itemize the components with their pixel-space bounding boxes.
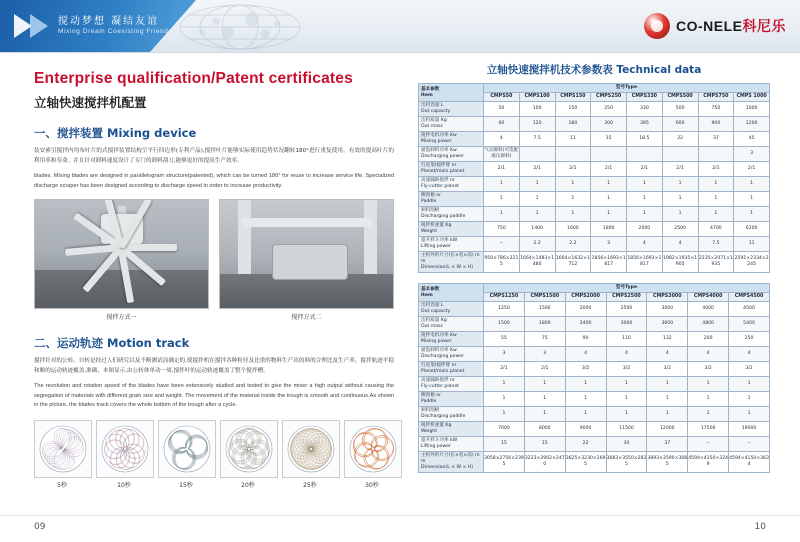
table-row-label: 卸料刮板 Discharging paddle	[419, 407, 484, 422]
table-cell: 19000	[729, 422, 770, 437]
table-row-label: 高速辅助搅拌 nr Fly-cutter planet	[419, 177, 484, 192]
table-cell: 2235×2071×1935	[698, 252, 734, 273]
photo-caption-1: 搅拌方式一	[106, 314, 137, 321]
table-row	[419, 317, 770, 332]
brand-slogan-cn: 搅动梦想 凝结友谊	[58, 16, 160, 27]
table-row	[419, 407, 770, 422]
table-cell: 1800	[591, 222, 627, 237]
table-cell: 2/1	[627, 162, 663, 177]
logo-text-cn: 科尼乐	[742, 19, 786, 35]
table-cell: 1	[729, 377, 770, 392]
table-cell: 1	[734, 192, 770, 207]
table-cell: 3	[591, 237, 627, 252]
table-row	[419, 392, 770, 407]
table-cell: 180	[555, 117, 591, 132]
table-cell: 1856×1693×1817	[591, 252, 627, 273]
table-cell: 1	[484, 407, 525, 422]
table-row-label: 卸料刮板 Discharging paddle	[419, 207, 484, 222]
technical-data-title: 立轴快速搅拌机技术参数表 Technical data	[486, 64, 702, 76]
table-cell: 1	[729, 392, 770, 407]
table-cell: 3/2	[565, 362, 606, 377]
table-cell: 3893×3590×3085	[647, 452, 688, 473]
section-1-heading: 一、搅拌装置 Mixing device	[34, 126, 197, 140]
table-model-header: CMPS250	[591, 93, 627, 102]
table-cell: 4	[729, 347, 770, 362]
motion-track-label-1: 5秒	[57, 481, 67, 489]
table-cell: 气动卸料(可选配液压卸料)	[484, 147, 520, 162]
table-cell: 1	[647, 407, 688, 422]
table-cell: 90	[565, 332, 606, 347]
photo-caption-row	[34, 312, 394, 321]
table-row-label: 搅拌电机功率 Kw Mixing power	[419, 332, 484, 347]
table-cell: 2.2	[519, 237, 555, 252]
table-cell: 1	[565, 407, 606, 422]
table-cell: 4	[606, 347, 647, 362]
table-cell: 37	[698, 132, 734, 147]
table-cell: 1500	[484, 317, 525, 332]
table-cell	[698, 147, 734, 162]
table-cell: 2/1	[519, 162, 555, 177]
table-cell: 1	[688, 392, 729, 407]
table-cell: 7.5	[519, 132, 555, 147]
photo-row	[34, 199, 394, 309]
table-cell: --	[484, 237, 520, 252]
table-row	[419, 147, 770, 162]
table-cell: 1	[627, 207, 663, 222]
table-cell: 750	[698, 102, 734, 117]
table-model-group-header: 型号Type	[484, 84, 770, 93]
table-row-label: 主机外形尺寸(长×宽×高) mm Dimension(L × W × H)	[419, 452, 484, 473]
table-cell: 3000	[606, 317, 647, 332]
table-cell: 9000	[565, 422, 606, 437]
table-cell: 8000	[524, 422, 565, 437]
table-model-header: CMPS750	[698, 93, 734, 102]
table-model-header: CMPS4000	[688, 293, 729, 302]
motion-track-image-1	[34, 420, 92, 478]
table-cell: 4	[484, 132, 520, 147]
motion-track-label-4: 20秒	[241, 481, 255, 489]
table-cell: 1	[662, 207, 698, 222]
table-cell: 3683×3550×2825	[606, 452, 647, 473]
company-logo	[644, 13, 786, 39]
table-cell: 1	[555, 207, 591, 222]
table-cell: 1	[565, 377, 606, 392]
table-model-header: CMPS50	[484, 93, 520, 102]
table-cell: 4594×4150×3249	[688, 452, 729, 473]
table-cell: 950×786×2215	[484, 252, 520, 273]
motion-track-label-3: 15秒	[179, 481, 193, 489]
page-title-en: Enterprise qualification/Patent certificates	[34, 70, 353, 87]
motion-track-label-5: 25秒	[303, 481, 317, 489]
table-row	[419, 102, 770, 117]
table-cell: 1	[698, 192, 734, 207]
table-cell: 4594×4150×3634	[729, 452, 770, 473]
table-row	[419, 177, 770, 192]
motion-track-image-6	[344, 420, 402, 478]
table-cell: 4	[688, 347, 729, 362]
table-cell: 1664×1632×1712	[555, 252, 591, 273]
table-cell: 11	[555, 132, 591, 147]
table-row-label: 通泡卸料功率 Kw Discharging power	[419, 147, 484, 162]
table-cell: 15	[524, 437, 565, 452]
table-cell: 1	[565, 392, 606, 407]
table-cell: 4	[662, 237, 698, 252]
table-cell: 1	[555, 177, 591, 192]
table-model-header: CMPS3000	[647, 293, 688, 302]
logo-text	[676, 16, 786, 36]
table-row-label: 行星架/搅拌臂 nr Planet/main planet	[419, 362, 484, 377]
table-cell: 4	[647, 347, 688, 362]
table-cell: 3/2	[729, 362, 770, 377]
table-model-header: CMPS500	[662, 93, 698, 102]
table-cell: 7000	[484, 422, 525, 437]
list-item	[220, 420, 276, 489]
table-cell: 1	[729, 407, 770, 422]
table-cell: 3/2	[606, 362, 647, 377]
table-cell: 200	[688, 332, 729, 347]
section-1-paragraph-en: blades. Mixing blades are designed in parallelogram structure(patented), which can be turned 180° for reuse to increase service life. Specialized discharge scraper has been designed according to discharge speed in order to increase productivity.	[34, 173, 394, 189]
table-row-label: 出料容量 L Out capacity	[419, 302, 484, 317]
motion-track-image-3	[158, 420, 216, 478]
table-corner-label: 基本参数 Item	[419, 284, 484, 302]
table-cell: 4	[565, 347, 606, 362]
table-row	[419, 192, 770, 207]
table-cell: 2000	[565, 302, 606, 317]
table-cell: 1	[698, 177, 734, 192]
table-cell: 2591×2334×2245	[734, 252, 770, 273]
table-row	[419, 252, 770, 273]
motion-track-label-6: 30秒	[365, 481, 379, 489]
table-cell: 1	[555, 192, 591, 207]
table-cell: 2/1	[734, 162, 770, 177]
motion-track-thumbnails	[34, 420, 394, 489]
table-cell: 22	[662, 132, 698, 147]
table-cell: 1600	[555, 222, 591, 237]
list-item	[158, 420, 214, 489]
table-row-label: 高速辅助搅拌 nr Fly-cutter planet	[419, 377, 484, 392]
page-title-cn: 立轴快速搅拌机配置	[34, 95, 147, 110]
section-2-paragraph-en: The revolution and rotation speed of the blades have been extensively studied and tested to give the mixer a high output without causing the segregation of materials with different grain size and weight. The movement of the material inside the trough is smooth and continuous.As shown in the picture, the blades track covers the whole bottom of the trough after a cycle.	[34, 383, 394, 408]
table-cell: 1250	[484, 302, 525, 317]
table-row-label: 提升料斗功率 kW Lifting power	[419, 437, 484, 452]
technical-data-table-2	[418, 283, 770, 473]
table-row-label: 搅拌机重量 Kg Weight	[419, 222, 484, 237]
table-cell: 500	[662, 102, 698, 117]
table-cell: 12000	[647, 422, 688, 437]
table-cell: 1	[698, 207, 734, 222]
table-cell: 2/1	[662, 162, 698, 177]
table-cell: 1	[647, 377, 688, 392]
table-cell: 75	[524, 332, 565, 347]
table-cell: 3625×3230×2695	[565, 452, 606, 473]
right-page-content	[418, 62, 770, 473]
table-cell: 1	[647, 392, 688, 407]
table-row	[419, 132, 770, 147]
table-cell: 11500	[606, 422, 647, 437]
table-cell: 250	[729, 332, 770, 347]
table-cell: 3600	[647, 317, 688, 332]
table-cell: 15	[484, 437, 525, 452]
table-row-label: 出料质量 Kg Out mass	[419, 317, 484, 332]
table-cell: 1	[662, 177, 698, 192]
table-row-label: 搅拌电机功率 Kw Mixing power	[419, 132, 484, 147]
table-cell: 4	[627, 237, 663, 252]
table-cell: 1	[484, 392, 525, 407]
table-cell: 2400	[565, 317, 606, 332]
table-cell: 1	[519, 192, 555, 207]
table-row-label: 出料质量 Kg Out mass	[419, 117, 484, 132]
table-cell: 5400	[729, 317, 770, 332]
technical-data-table-1	[418, 83, 770, 273]
table-cell: 4700	[698, 222, 734, 237]
table-model-header: CMPS150	[555, 93, 591, 102]
motion-track-image-5	[282, 420, 340, 478]
table-cell: 1	[591, 192, 627, 207]
table-cell	[662, 147, 698, 162]
table-model-header: CMPS1500	[524, 293, 565, 302]
table-cell: 3	[524, 347, 565, 362]
table-row	[419, 362, 770, 377]
table-cell: 2500	[662, 222, 698, 237]
table-cell: 55	[484, 332, 525, 347]
table-row-label: 提升料斗功率 kW Lifting power	[419, 237, 484, 252]
table-row	[419, 452, 770, 473]
mixing-method-1-photo	[34, 199, 209, 309]
page-header	[0, 0, 800, 53]
section-2-heading: 二、运动轨迹 Motion track	[34, 336, 190, 350]
table-model-header: CMPS 1000	[734, 93, 770, 102]
table-cell: 1800	[524, 317, 565, 332]
table-cell: 1	[519, 207, 555, 222]
mixing-method-2-photo	[219, 199, 394, 309]
table-cell: 1	[606, 377, 647, 392]
table-cell: 750	[484, 222, 520, 237]
logo-mark-icon	[644, 13, 670, 39]
table-cell: 3058×2756×2395	[484, 452, 525, 473]
table-row-label: 行星架/搅拌臂 nr Planet/main planet	[419, 162, 484, 177]
table-cell: 1	[627, 177, 663, 192]
table-row	[419, 422, 770, 437]
table-cell: 1000	[734, 102, 770, 117]
table-cell: 7.5	[698, 237, 734, 252]
table-cell: 1500	[524, 302, 565, 317]
table-cell: 1	[627, 192, 663, 207]
table-cell: 45	[734, 132, 770, 147]
table-cell: 2.2	[555, 237, 591, 252]
table-cell: 1	[734, 177, 770, 192]
table-cell: 1	[484, 377, 525, 392]
motion-track-label-2: 10秒	[117, 481, 131, 489]
photo-caption-2: 搅拌方式二	[291, 314, 322, 321]
table-cell: 3/2	[688, 362, 729, 377]
list-item	[344, 420, 400, 489]
table-cell: 395	[627, 117, 663, 132]
table-row-label: 侧刮板 nr Paddle	[419, 192, 484, 207]
table-cell: 150	[555, 102, 591, 117]
table-cell	[555, 147, 591, 162]
table-cell: --	[729, 437, 770, 452]
table-cell: 110	[606, 332, 647, 347]
table-cell: 2/1	[524, 362, 565, 377]
list-item	[282, 420, 338, 489]
table-cell: 1	[688, 377, 729, 392]
page-number-left: 09	[34, 522, 46, 532]
table-cell	[627, 147, 663, 162]
table-cell: 1400	[519, 222, 555, 237]
table-cell: 22	[565, 437, 606, 452]
table-row	[419, 117, 770, 132]
table-model-group-header: 型号Type	[484, 284, 770, 293]
table-row	[419, 332, 770, 347]
left-page-content	[34, 70, 394, 489]
table-cell: 1982×1935×1905	[662, 252, 698, 273]
footer-divider	[0, 515, 800, 516]
table-row-label: 侧刮板 nr Paddle	[419, 392, 484, 407]
section-2-paragraph-cn: 搅拌针对的公转、自转是经过人们研究以及不断测试而确定的,使搅拌机在搅拌各种粒径及比重的物料生产出的料的合理比及生产率。搅拌轨迹平稳和顺的运动轨迹覆盖,准确、本图显示,由公转体单动一周,搅拌叶的运动轨迹覆盖了整个搅拌槽。	[34, 358, 394, 374]
table-cell: 4800	[688, 317, 729, 332]
table-cell: 1	[606, 392, 647, 407]
table-cell: 1856×1693×1817	[627, 252, 663, 273]
table-cell: 30	[606, 437, 647, 452]
table-cell: 1	[606, 407, 647, 422]
table-model-header: CMPS4500	[729, 293, 770, 302]
table-cell: 37	[647, 437, 688, 452]
table-cell: 3	[484, 347, 525, 362]
table-row	[419, 347, 770, 362]
table-cell: 1	[524, 392, 565, 407]
table-cell: 1	[688, 407, 729, 422]
motion-track-image-4	[220, 420, 278, 478]
table-cell: 11	[734, 237, 770, 252]
table-cell: 15	[591, 132, 627, 147]
motion-track-image-2	[96, 420, 154, 478]
list-item	[96, 420, 152, 489]
table-cell: 1	[484, 192, 520, 207]
table-cell: 3000	[647, 302, 688, 317]
table-row	[419, 207, 770, 222]
list-item	[34, 420, 90, 489]
table-cell: 900	[698, 117, 734, 132]
table-row	[419, 302, 770, 317]
table-cell: 1	[662, 192, 698, 207]
table-cell: 3	[734, 147, 770, 162]
logo-text-en: CO-NELE	[676, 18, 743, 34]
table-cell: 1	[484, 177, 520, 192]
table-cell: 2/1	[591, 162, 627, 177]
table-cell: 6200	[734, 222, 770, 237]
table-model-header: CMPS100	[519, 93, 555, 102]
table-cell: 2/1	[484, 162, 520, 177]
table-cell: 1200	[734, 117, 770, 132]
table-cell: 2000	[627, 222, 663, 237]
table-model-header: CMPS2500	[606, 293, 647, 302]
table-cell: 1	[519, 177, 555, 192]
table-cell: 600	[662, 117, 698, 132]
table-cell: 3223×2902×2470	[524, 452, 565, 473]
table-cell: 50	[484, 102, 520, 117]
table-model-header: CMPS330	[627, 93, 663, 102]
table-cell: 18.5	[627, 132, 663, 147]
table-row-label: 搅拌机重量 Kg Weight	[419, 422, 484, 437]
table-cell: 1	[484, 207, 520, 222]
table-model-header: CMPS1250	[484, 293, 525, 302]
table-row	[419, 162, 770, 177]
table-cell: 1	[524, 407, 565, 422]
table-cell: 2/1	[698, 162, 734, 177]
page-number-right: 10	[754, 522, 766, 532]
table-cell: 1	[734, 207, 770, 222]
table-row	[419, 377, 770, 392]
table-corner-label: 基本参数 Item	[419, 84, 484, 102]
table-row	[419, 437, 770, 452]
table-row-label: 主机外形尺寸(长×宽×高) mm Dimension(L × W × H)	[419, 252, 484, 273]
table-cell: 3/2	[647, 362, 688, 377]
table-cell: 132	[647, 332, 688, 347]
table-cell: 250	[591, 102, 627, 117]
table-row	[419, 237, 770, 252]
brand-slogan-en: Mixing Dream Coexisting Friendship	[58, 28, 183, 35]
table-cell: --	[688, 437, 729, 452]
table-cell: 330	[627, 102, 663, 117]
table-cell: 1	[591, 207, 627, 222]
table-cell: 4500	[729, 302, 770, 317]
table-row	[419, 222, 770, 237]
table-model-header: CMPS2000	[565, 293, 606, 302]
table-cell: 17500	[688, 422, 729, 437]
table-cell	[519, 147, 555, 162]
table-cell: 2/1	[484, 362, 525, 377]
table-cell: 1664×1483×1480	[519, 252, 555, 273]
table-row-label: 通泡卸料功率 Kw Discharging power	[419, 347, 484, 362]
globe-icon	[120, 2, 360, 52]
table-cell: 4000	[688, 302, 729, 317]
table-cell	[591, 147, 627, 162]
section-1-paragraph-cn: 装安索引搅拌内均布叶片的式搅拌装置结构呈平行四边形(专利产品),搅拌叶片能够实际使用趋势状况翻转180°进行重复使用。有效的提高叶片的利用率和寿命。并且针对卸料速度设计了专门的卸料刮刀,能够更好的提高生产效率。	[34, 148, 394, 164]
table-cell: 2500	[606, 302, 647, 317]
table-cell: 1	[524, 377, 565, 392]
table-cell: 100	[519, 102, 555, 117]
table-cell: 2/1	[555, 162, 591, 177]
table-cell: 60	[484, 117, 520, 132]
table-cell: 1	[591, 177, 627, 192]
table-cell: 120	[519, 117, 555, 132]
table-row-label: 出料容量 L Out capacity	[419, 102, 484, 117]
arrow-secondary-icon	[30, 14, 48, 38]
table-cell: 300	[591, 117, 627, 132]
